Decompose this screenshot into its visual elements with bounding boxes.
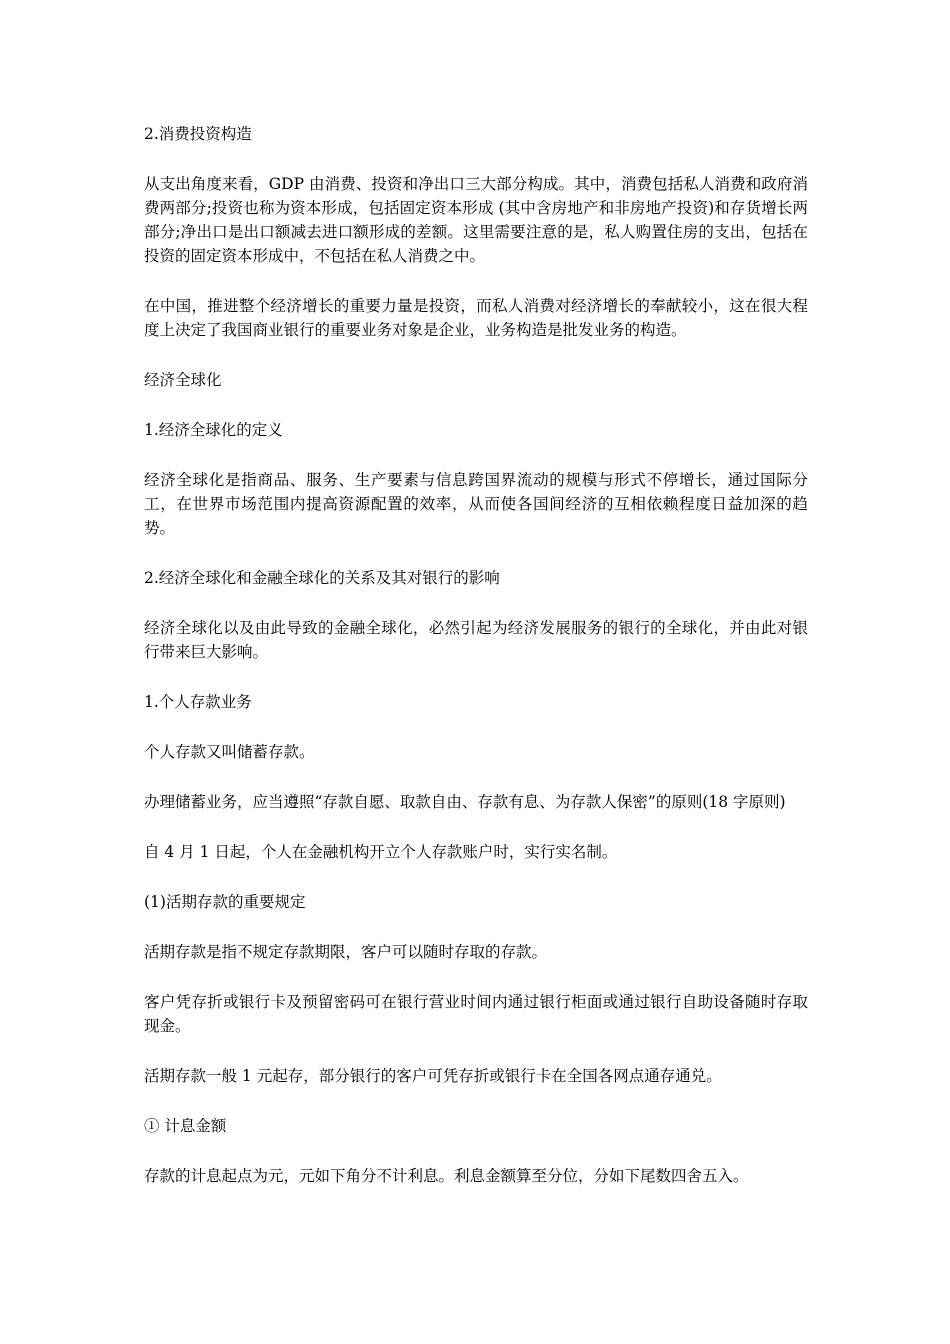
document-body: [144, 122, 808, 1214]
section-heading: ① 计息金额: [144, 1117, 227, 1135]
section-heading: 1.经济全球化的定义: [144, 421, 283, 439]
body-paragraph: 个人存款又叫储蓄存款。: [144, 743, 315, 761]
section-heading: 2.消费投资构造: [144, 125, 252, 143]
body-paragraph: 从支出角度来看，GDP 由消费、投资和净出口三大部分构成。其中，消费包括私人消费和政府消费两部分;投资也称为资本形成，包括固定资本形成 (其中含房地产和非房地产投资)和存货增长两部分;净出口是出口额减去进口额形成的差额。这里需要注意的是，私人购置住房的支出，包括在投资的固定资本形成中，不包括在私人消费之中。: [144, 175, 808, 265]
body-paragraph: 经济全球化是指商品、服务、生产要素与信息跨国界流动的规模与形式不停增长，通过国际分工，在世界市场范围内提高资源配置的效率，从而使各国间经济的互相依赖程度日益加深的趋势。: [144, 471, 808, 537]
body-paragraph: 办理储蓄业务，应当遵照“存款自愿、取款自由、存款有息、为存款人保密”的原则(18 字原则): [144, 793, 786, 811]
body-paragraph: 活期存款一般 1 元起存，部分银行的客户可凭存折或银行卡在全国各网点通存通兑。: [144, 1067, 722, 1085]
body-paragraph: 客户凭存折或银行卡及预留密码可在银行营业时间内通过银行柜面或通过银行自助设备随时存取现金。: [144, 993, 808, 1035]
section-heading: 1.个人存款业务: [144, 693, 252, 711]
section-heading: 2.经济全球化和金融全球化的关系及其对银行的影响: [144, 569, 500, 587]
body-paragraph: 经济全球化以及由此导致的金融全球化，必然引起为经济发展服务的银行的全球化，并由此对银行带来巨大影响。: [144, 619, 808, 661]
section-heading: (1)活期存款的重要规定: [144, 893, 306, 911]
body-paragraph: 在中国，推进整个经济增长的重要力量是投资，而私人消费对经济增长的奉献较小，这在很大程度上决定了我国商业银行的重要业务对象是企业，业务构造是批发业务的构造。: [144, 297, 808, 339]
body-paragraph: 活期存款是指不规定存款期限，客户可以随时存取的存款。: [144, 943, 548, 961]
section-heading: 经济全球化: [144, 371, 222, 389]
body-paragraph: 自 4 月 1 日起，个人在金融机构开立个人存款账户时，实行实名制。: [144, 843, 618, 861]
body-paragraph: 存款的计息起点为元，元如下角分不计利息。利息金额算至分位，分如下尾数四舍五入。: [144, 1167, 749, 1185]
